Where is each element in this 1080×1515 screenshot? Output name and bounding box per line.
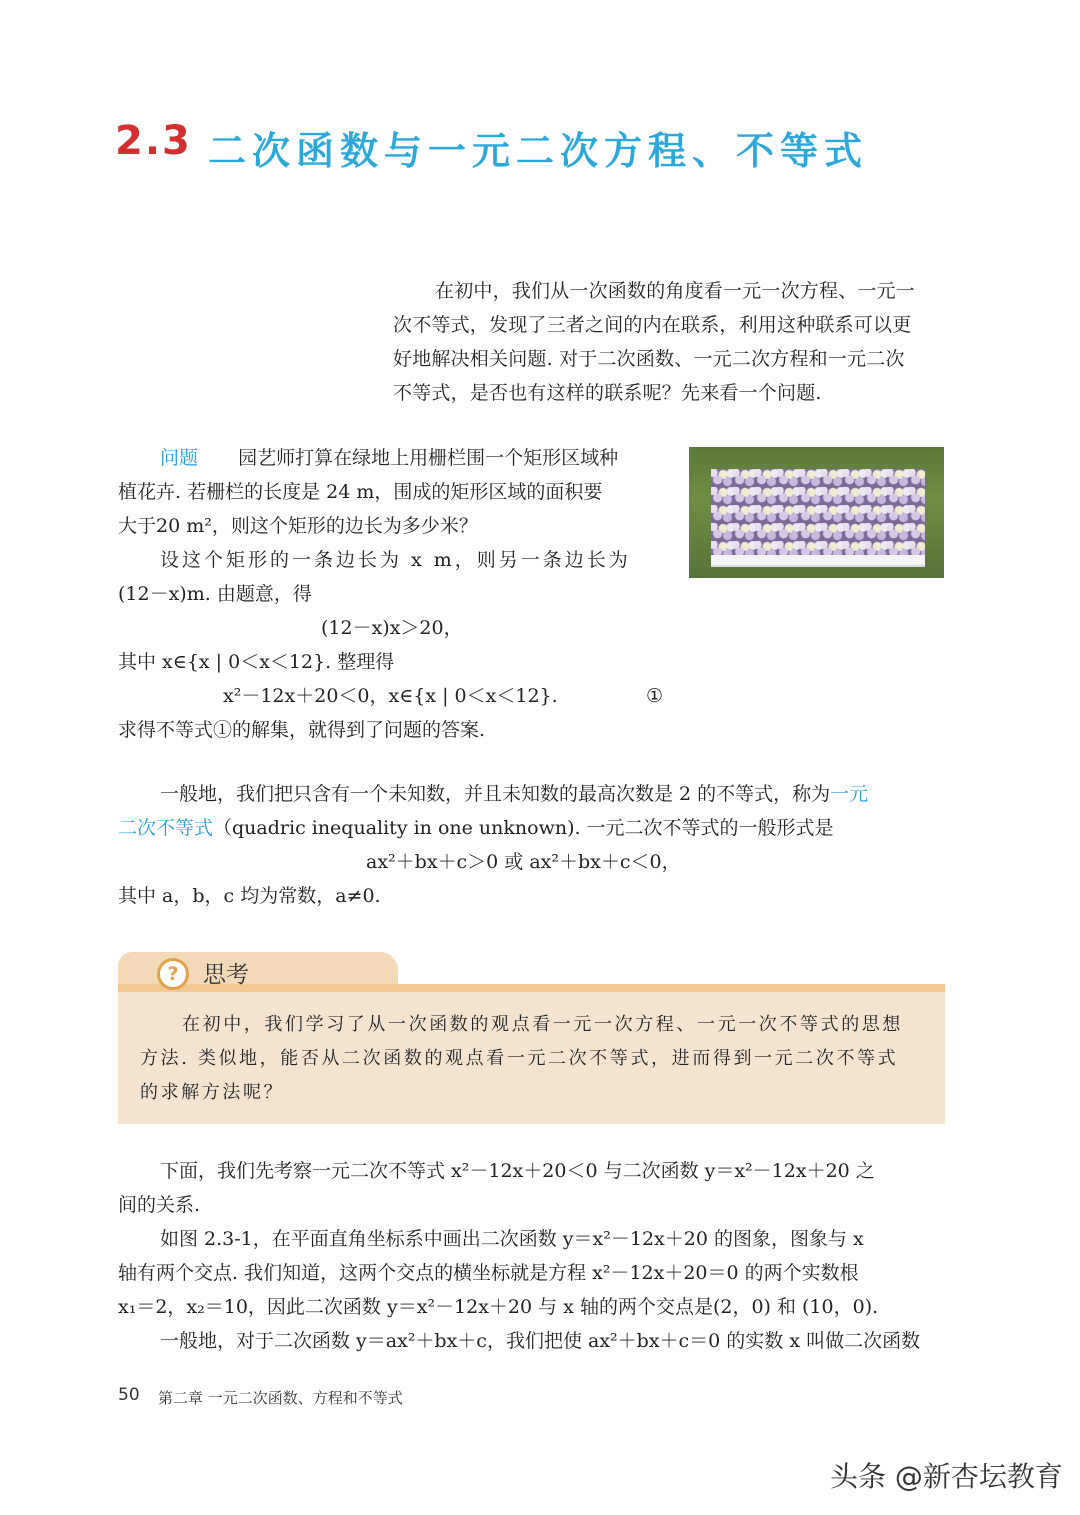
problem-block bbox=[118, 441, 678, 747]
definition-text: 其中 a，b，c 均为常数，a≠0. bbox=[118, 885, 381, 907]
formula: (12－x)x＞20， bbox=[321, 617, 463, 639]
intro-line: 次不等式，发现了三者之间的内在联系，利用这种联系可以更 bbox=[393, 314, 912, 336]
definition-block bbox=[118, 777, 948, 913]
formula: x²－12x＋20＜0，x∈{x | 0＜x＜12}. bbox=[223, 685, 558, 707]
body-line: 如图 2.3-1，在平面直角坐标系中画出二次函数 y＝x²－12x＋20 的图象，图象与 x bbox=[160, 1228, 864, 1250]
intro-line: 不等式，是否也有这样的联系呢？先来看一个问题. bbox=[393, 382, 822, 404]
chapter-title: 第二章 一元二次函数、方程和不等式 bbox=[158, 1389, 403, 1407]
problem-text: 园艺师打算在绿地上用栅栏围一个矩形区域种 bbox=[238, 447, 619, 469]
term-highlight: 二次不等式 bbox=[118, 817, 214, 839]
question-icon: ? bbox=[157, 958, 189, 990]
section-title: 二次函数与一元二次方程、不等式 bbox=[208, 129, 869, 173]
body-line: 轴有两个交点. 我们知道，这两个交点的横坐标就是方程 x²－12x＋20＝0 的两个实数根 bbox=[118, 1262, 859, 1284]
page-number: 50 bbox=[118, 1385, 140, 1405]
think-title: 思考 bbox=[203, 962, 249, 988]
body-line: 一般地，对于二次函数 y＝ax²＋bx＋c，我们把使 ax²＋bx＋c＝0 的实数 x 叫做二次函数 bbox=[160, 1330, 921, 1352]
term-highlight: 一元 bbox=[830, 783, 869, 805]
flower-bed-photo bbox=[689, 447, 944, 578]
flower-bed-illustration bbox=[711, 469, 925, 565]
problem-text: 设这个矩形的一条边长为 x m，则另一条边长为 bbox=[160, 549, 631, 571]
problem-text: 求得不等式①的解集，就得到了问题的答案. bbox=[118, 719, 486, 741]
think-text bbox=[140, 1008, 930, 1110]
formula: ax²＋bx＋c＞0 或 ax²＋bx＋c＜0， bbox=[366, 851, 681, 873]
problem-text: 其中 x∈{x | 0＜x＜12}. 整理得 bbox=[118, 651, 395, 673]
problem-text: 大于20 m²，则这个矩形的边长为多少米？ bbox=[118, 515, 478, 537]
definition-text: 一般地，我们把只含有一个未知数，并且未知数的最高次数是 2 的不等式，称为 bbox=[160, 783, 831, 805]
intro-paragraph bbox=[393, 274, 948, 410]
problem-text: (12－x)m. 由题意，得 bbox=[118, 583, 312, 605]
intro-line: 在初中，我们从一次函数的角度看一元一次方程、一元一 bbox=[435, 280, 916, 302]
section-number: 2.3 bbox=[115, 118, 192, 164]
watermark: 头条 @新杏坛教育 bbox=[830, 1460, 1063, 1493]
body-line: x₁＝2，x₂＝10，因此二次函数 y＝x²－12x＋20 与 x 轴的两个交点是(2，0) 和 (10，0). bbox=[118, 1296, 879, 1318]
body-line: 间的关系. bbox=[118, 1194, 201, 1216]
think-line: 在初中，我们学习了从一次函数的观点看一元一次方程、一元一次不等式的思想 bbox=[182, 1014, 903, 1035]
definition-text: （quadric inequality in one unknown). 一元二次不等式的一般形式是 bbox=[213, 817, 834, 839]
body-line: 下面，我们先考察一元二次不等式 x²－12x＋20＜0 与二次函数 y＝x²－12x＋20 之 bbox=[160, 1160, 875, 1182]
equation-marker: ① bbox=[646, 685, 664, 707]
body-block bbox=[118, 1154, 948, 1358]
intro-line: 好地解决相关问题. 对于二次函数、一元二次方程和一元二次 bbox=[393, 348, 905, 370]
problem-text: 植花卉. 若栅栏的长度是 24 m，围成的矩形区域的面积要 bbox=[118, 481, 603, 503]
think-line: 的求解方法呢？ bbox=[140, 1082, 285, 1103]
think-line: 方法. 类似地，能否从二次函数的观点看一元二次不等式，进而得到一元二次不等式 bbox=[140, 1048, 899, 1069]
problem-label: 问题 bbox=[160, 447, 199, 469]
